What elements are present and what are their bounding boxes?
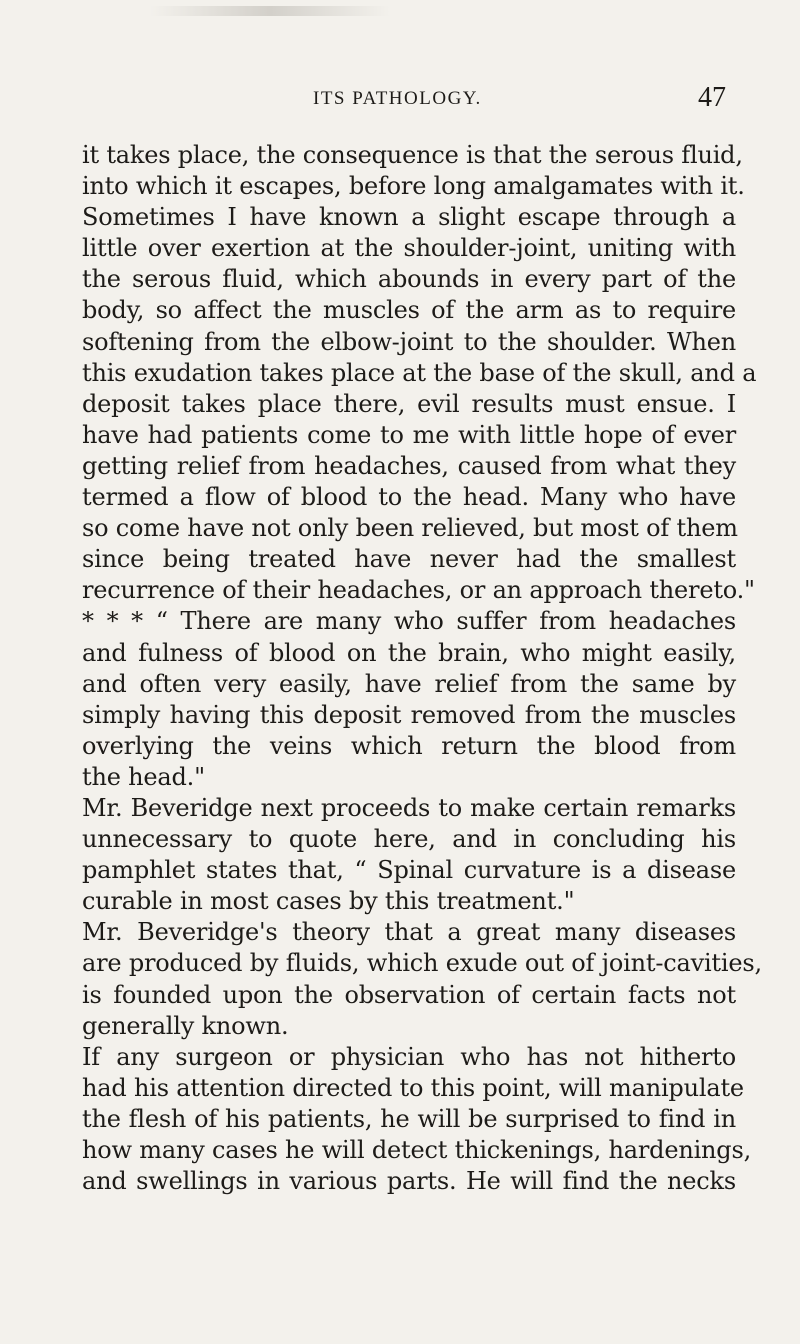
text-line: have had patients come to me with little hope of ever: [82, 420, 736, 449]
text-line: termed a flow of blood to the head. Many who have: [82, 483, 736, 512]
text-line: Sometimes I have known a slight escape through a: [82, 203, 736, 232]
running-head: [0, 82, 800, 118]
text-line: * * * “ There are many who suffer from headaches: [82, 607, 736, 636]
text-line: had his attention directed to this point, will manipulate: [82, 1073, 744, 1102]
text-line: recurrence of their headaches, or an approach thereto.": [82, 576, 755, 605]
text-line: Mr. Beveridge next proceeds to make certain remarks: [82, 793, 736, 822]
text-line: pamphlet states that, “ Spinal curvature is a disease: [82, 856, 736, 885]
text-line: deposit takes place there, evil results must ensue. I: [82, 389, 736, 418]
text-line: into which it escapes, before long amalgamates with it.: [82, 172, 745, 201]
text-line: is founded upon the observation of certain facts not: [82, 980, 736, 1009]
text-line: overlying the veins which return the blood from: [82, 731, 736, 760]
text-line: body, so affect the muscles of the arm as to require: [82, 296, 736, 325]
text-line: the head.": [82, 762, 205, 791]
text-line: Mr. Beveridge's theory that a great many diseases: [82, 918, 736, 947]
text-line: generally known.: [82, 1011, 289, 1040]
text-line: If any surgeon or physician who has not hitherto: [82, 1042, 736, 1071]
body-text: [82, 140, 762, 1197]
text-line: unnecessary to quote here, and in concluding his: [82, 825, 736, 854]
text-line: so come have not only been relieved, but most of them: [82, 514, 738, 543]
running-title: ITS PATHOLOGY.: [313, 88, 482, 109]
text-line: the flesh of his patients, he will be surprised to find in: [82, 1104, 736, 1133]
scan-shadow: [150, 6, 390, 16]
text-line: this exudation takes place at the base of the skull, and a: [82, 358, 757, 387]
page-number: 47: [698, 82, 726, 113]
text-line: and swellings in various parts. He will find the necks: [82, 1167, 736, 1196]
text-line: and often very easily, have relief from the same by: [82, 669, 736, 698]
text-line: how many cases he will detect thickenings, hardenings,: [82, 1136, 752, 1164]
text-line: since being treated have never had the smallest: [82, 545, 736, 574]
text-line: getting relief from headaches, caused from what they: [82, 451, 736, 480]
text-line: simply having this deposit removed from the muscles: [82, 700, 736, 729]
text-line: and fulness of blood on the brain, who might easily,: [82, 638, 736, 667]
text-line: are produced by fluids, which exude out of joint-cavities,: [82, 949, 762, 978]
text-line: little over exertion at the shoulder-joint, uniting with: [82, 234, 736, 263]
text-line: softening from the elbow-joint to the shoulder. When: [82, 327, 736, 356]
text-line: it takes place, the consequence is that the serous fluid,: [82, 141, 743, 169]
text-line: curable in most cases by this treatment.": [82, 887, 575, 916]
text-line: the serous fluid, which abounds in every part of the: [82, 265, 736, 294]
